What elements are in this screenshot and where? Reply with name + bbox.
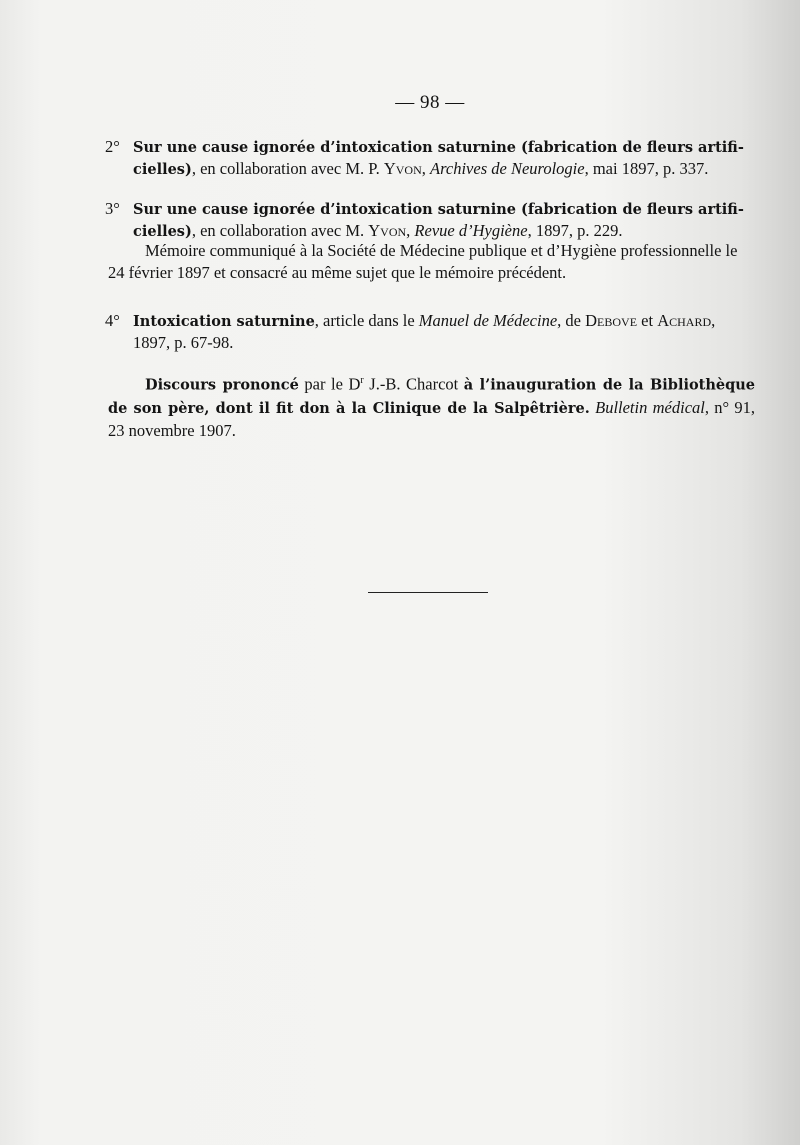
page-number: — 98 — xyxy=(395,92,465,113)
entry-author-2: Achard xyxy=(657,311,712,330)
entry-title: Intoxication saturnine xyxy=(133,313,315,330)
entry-manual: Manuel de Médecine xyxy=(418,311,558,330)
bibliography-entry-3 xyxy=(105,198,755,242)
discours-title: Discours prononcé xyxy=(145,376,299,394)
bibliography-entry-4 xyxy=(105,310,755,353)
entry-author: Yvon xyxy=(368,221,407,240)
entry-author-1: Debove xyxy=(585,311,638,330)
entry-article-text: , article dans le xyxy=(314,311,419,330)
entry-title: Sur une cause ignorée d’intoxication saturnine (fabrication de fleurs artifi- xyxy=(133,201,744,218)
discours-name: J.-B. Charcot xyxy=(363,374,464,394)
entry-number: 2° xyxy=(105,137,120,156)
discours-paragraph xyxy=(108,370,755,442)
entry-citation: , mai 1897, p. 337. xyxy=(584,159,709,178)
entry-et: et xyxy=(637,311,658,330)
bibliography-entry-2 xyxy=(105,136,755,180)
discours-journal: Bulletin médical xyxy=(595,397,705,417)
entry-journal: Archives de Neurologie xyxy=(430,159,585,178)
entry-collab: , en collaboration avec M. P. xyxy=(191,159,384,178)
entry-title: Sur une cause ignorée d’intoxication saturnine (fabrication de fleurs artifi- xyxy=(133,139,744,156)
discours-par-le: par le xyxy=(298,374,349,394)
discours-citation: , n° 91, 23 novembre 1907. xyxy=(108,397,756,440)
entry-de: , de xyxy=(557,311,586,330)
entry-separator: , xyxy=(421,159,431,178)
discours-dr: D xyxy=(348,374,361,394)
discours-dr-sup: r xyxy=(360,375,364,386)
entry-title-continued: cielles) xyxy=(133,161,192,178)
entry-number: 3° xyxy=(105,199,120,218)
entry-journal: Revue d’Hygiène xyxy=(414,221,528,240)
entry-citation: , 1897, p. 229. xyxy=(527,221,623,240)
entry-separator: , xyxy=(406,221,415,240)
memoire-paragraph: Mémoire communiqué à la Société de Médecine publique et d’Hygiène professionnelle le 24 février 1897 et consacré au même sujet que le mémoire précédent. xyxy=(108,241,738,282)
entry-number: 4° xyxy=(105,311,120,330)
entry-author: Yvon xyxy=(383,159,422,178)
section-divider xyxy=(368,592,488,593)
entry-comma: , xyxy=(711,311,716,330)
entry-citation: 1897, p. 67-98. xyxy=(133,333,234,352)
discours-subject: à l’inauguration de la Bibliothèque de son père, dont il fit don à la Clinique de la Salpêtrière. xyxy=(108,376,755,417)
entry-title-continued: cielles) xyxy=(133,223,192,240)
entry-collab: , en collaboration avec M. xyxy=(191,221,369,240)
